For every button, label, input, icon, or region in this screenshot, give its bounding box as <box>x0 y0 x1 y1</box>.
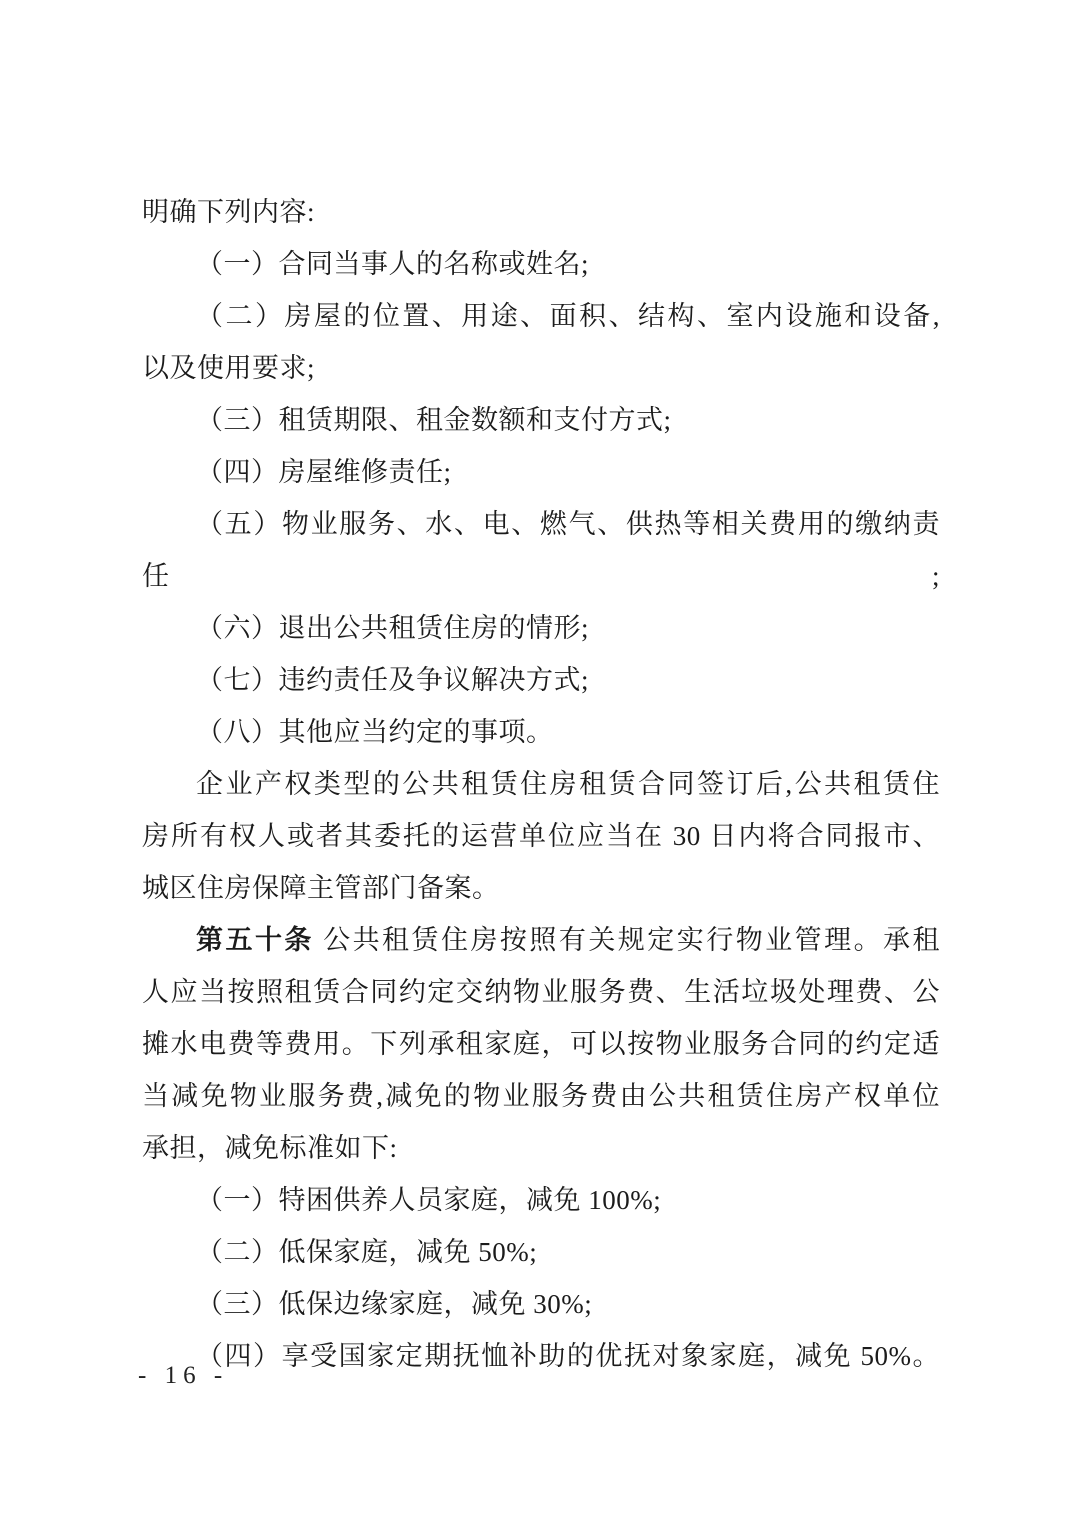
text-line <box>142 394 940 446</box>
text-line-content: 承担，减免标准如下: <box>142 1133 398 1163</box>
text-line <box>142 602 940 654</box>
text-line <box>142 186 940 238</box>
text-line <box>142 862 940 914</box>
text-line-content: （一）合同当事人的名称或姓名; <box>196 249 590 279</box>
text-line <box>142 654 940 706</box>
text-line <box>142 342 940 394</box>
text-line-content: 明确下列内容: <box>142 197 316 227</box>
text-line <box>142 1278 940 1330</box>
text-line <box>142 810 940 862</box>
text-line <box>142 1122 940 1174</box>
text-line-content: 城区住房保障主管部门备案。 <box>142 873 500 903</box>
text-line-content: 摊水电费等费用。下列承租家庭，可以按物业服务合同的约定适 <box>142 1029 940 1059</box>
text-line <box>142 238 940 290</box>
text-line <box>142 1174 940 1226</box>
document-body <box>142 186 940 1382</box>
text-line-content: （二）房屋的位置、用途、面积、结构、室内设施和设备, <box>196 301 940 331</box>
text-line-content: 人应当按照租赁合同约定交纳物业服务费、生活垃圾处理费、公 <box>142 977 940 1007</box>
text-line-content: 公共租赁住房按照有关规定实行物业管理。承租 <box>313 925 941 955</box>
text-line-content: （七）违约责任及争议解决方式; <box>196 665 590 695</box>
text-line <box>142 966 940 1018</box>
text-line <box>142 498 940 602</box>
text-line-content: 房所有权人或者其委托的运营单位应当在 30 日内将合同报市、 <box>142 821 940 851</box>
text-line-content: （八）其他应当约定的事项。 <box>196 717 554 747</box>
text-line <box>142 1018 940 1070</box>
text-line <box>142 914 940 966</box>
text-line-content: 当减免物业服务费,减免的物业服务费由公共租赁住房产权单位 <box>142 1081 940 1111</box>
text-line-content: 以及使用要求; <box>142 353 316 383</box>
text-line <box>142 446 940 498</box>
text-line <box>142 1226 940 1278</box>
text-line <box>142 706 940 758</box>
text-line-content: （六）退出公共租赁住房的情形; <box>196 613 590 643</box>
text-line-content: （三）低保边缘家庭，减免 30%; <box>196 1289 593 1319</box>
text-line-content: （五）物业服务、水、电、燃气、供热等相关费用的缴纳责任; <box>142 509 940 591</box>
text-line <box>142 1070 940 1122</box>
article-number: 第五十条 <box>196 925 314 955</box>
text-line-content: （三）租赁期限、租金数额和支付方式; <box>196 405 672 435</box>
text-line-content: （一）特困供养人员家庭，减免 100%; <box>196 1185 662 1215</box>
text-line-content: （四）房屋维修责任; <box>196 457 452 487</box>
text-line <box>142 290 940 342</box>
text-line <box>142 1330 940 1382</box>
text-line-content: （二）低保家庭，减免 50%; <box>196 1237 538 1267</box>
page-number: - 16 - <box>138 1362 229 1389</box>
text-line <box>142 758 940 810</box>
text-line-content: （四）享受国家定期抚恤补助的优抚对象家庭，减免 50%。 <box>196 1341 940 1371</box>
text-line-content: 企业产权类型的公共租赁住房租赁合同签订后,公共租赁住 <box>196 769 940 799</box>
